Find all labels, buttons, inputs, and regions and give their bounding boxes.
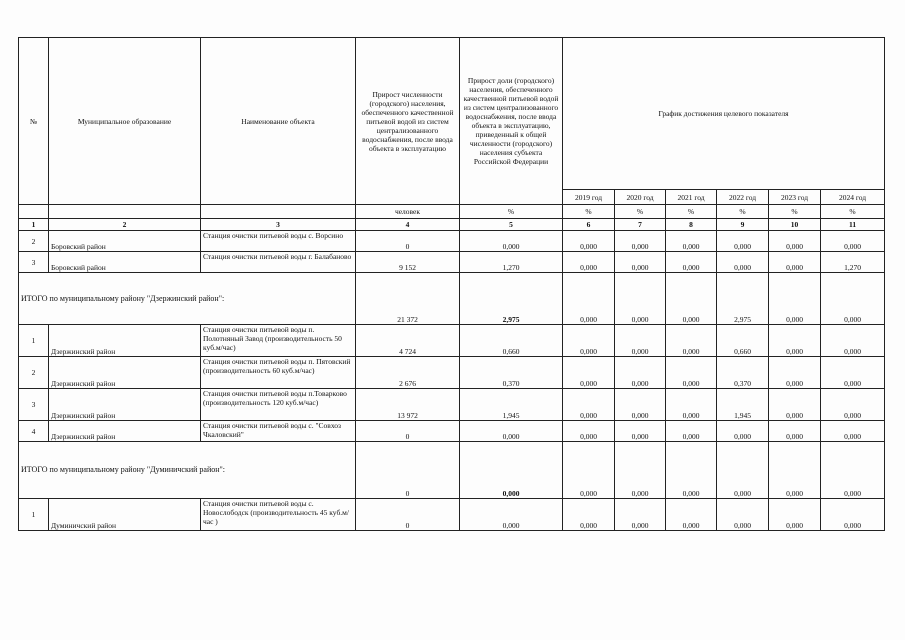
header-year: 2022 год bbox=[717, 190, 769, 205]
share-growth-cell: 1,270 bbox=[460, 252, 563, 273]
total-row bbox=[19, 273, 885, 325]
column-number: 9 bbox=[717, 219, 769, 231]
table-row bbox=[19, 499, 885, 531]
year-value-cell: 0,000 bbox=[821, 325, 885, 357]
year-value-cell: 0,000 bbox=[821, 231, 885, 252]
population-growth-cell: 13 972 bbox=[356, 389, 460, 421]
header-year: 2023 год bbox=[769, 190, 821, 205]
table-row bbox=[19, 357, 885, 389]
year-value-cell: 0,000 bbox=[717, 252, 769, 273]
municipality-cell: Боровский район bbox=[49, 252, 201, 273]
row-number: 3 bbox=[19, 252, 49, 273]
unit-percent: % bbox=[769, 205, 821, 219]
header-units-row bbox=[19, 205, 885, 219]
year-value-cell: 0,000 bbox=[821, 442, 885, 499]
year-value-cell: 0,000 bbox=[615, 273, 666, 325]
year-value-cell: 0,000 bbox=[563, 357, 615, 389]
municipality-cell: Дзержинский район bbox=[49, 357, 201, 389]
unit-percent: % bbox=[717, 205, 769, 219]
total-label: ИТОГО по муниципальному району "Дзержинский район": bbox=[19, 273, 356, 325]
object-cell: Станция очистки питьевой воды г. Балабаново bbox=[201, 252, 356, 273]
column-number: 2 bbox=[49, 219, 201, 231]
column-number: 6 bbox=[563, 219, 615, 231]
year-value-cell: 0,000 bbox=[769, 231, 821, 252]
municipality-cell: Боровский район bbox=[49, 231, 201, 252]
share-growth-cell: 0,000 bbox=[460, 421, 563, 442]
table-row bbox=[19, 231, 885, 252]
year-value-cell: 0,000 bbox=[821, 499, 885, 531]
header-year: 2019 год bbox=[563, 190, 615, 205]
year-value-cell: 0,370 bbox=[717, 357, 769, 389]
population-growth-cell: 9 152 bbox=[356, 252, 460, 273]
header-year: 2020 год bbox=[615, 190, 666, 205]
unit-people: человек bbox=[356, 205, 460, 219]
municipality-cell: Дзержинский район bbox=[49, 389, 201, 421]
year-value-cell: 0,000 bbox=[666, 499, 717, 531]
year-value-cell: 0,000 bbox=[666, 389, 717, 421]
share-growth-cell: 2,975 bbox=[460, 273, 563, 325]
year-value-cell: 0,000 bbox=[769, 325, 821, 357]
object-cell: Станция очистки питьевой воды п. Полотняный Завод (производительность 50 куб.м/час) bbox=[201, 325, 356, 357]
object-cell: Станция очистки питьевой воды с. Ворсино bbox=[201, 231, 356, 252]
year-value-cell: 0,000 bbox=[769, 421, 821, 442]
table-row bbox=[19, 325, 885, 357]
share-growth-cell: 0,000 bbox=[460, 442, 563, 499]
row-number: 2 bbox=[19, 357, 49, 389]
year-value-cell: 0,000 bbox=[563, 231, 615, 252]
year-value-cell: 0,000 bbox=[563, 389, 615, 421]
column-number: 1 bbox=[19, 219, 49, 231]
year-value-cell: 0,000 bbox=[563, 273, 615, 325]
year-value-cell: 0,000 bbox=[821, 389, 885, 421]
unit-cell-empty bbox=[19, 205, 49, 219]
year-value-cell: 0,000 bbox=[821, 357, 885, 389]
row-number: 2 bbox=[19, 231, 49, 252]
year-value-cell: 0,000 bbox=[666, 252, 717, 273]
column-number: 8 bbox=[666, 219, 717, 231]
year-value-cell: 0,000 bbox=[769, 389, 821, 421]
population-growth-cell: 0 bbox=[356, 421, 460, 442]
year-value-cell: 0,000 bbox=[666, 325, 717, 357]
year-value-cell: 0,000 bbox=[615, 499, 666, 531]
unit-cell-empty bbox=[49, 205, 201, 219]
year-value-cell: 0,000 bbox=[563, 252, 615, 273]
year-value-cell: 0,000 bbox=[615, 421, 666, 442]
row-number: 3 bbox=[19, 389, 49, 421]
year-value-cell: 0,000 bbox=[717, 499, 769, 531]
table-row bbox=[19, 421, 885, 442]
year-value-cell: 0,000 bbox=[615, 389, 666, 421]
target-indicator-table bbox=[18, 37, 885, 531]
table-row bbox=[19, 389, 885, 421]
year-value-cell: 0,000 bbox=[769, 273, 821, 325]
year-value-cell: 0,000 bbox=[666, 357, 717, 389]
header-year: 2024 год bbox=[821, 190, 885, 205]
year-value-cell: 0,000 bbox=[563, 325, 615, 357]
header-schedule: График достижения целевого показателя bbox=[563, 38, 885, 190]
column-number-row bbox=[19, 219, 885, 231]
year-value-cell: 1,945 bbox=[717, 389, 769, 421]
column-number: 4 bbox=[356, 219, 460, 231]
year-value-cell: 0,000 bbox=[666, 421, 717, 442]
year-value-cell: 0,000 bbox=[615, 252, 666, 273]
year-value-cell: 1,270 bbox=[821, 252, 885, 273]
year-value-cell: 2,975 bbox=[717, 273, 769, 325]
header-year: 2021 год bbox=[666, 190, 717, 205]
year-value-cell: 0,000 bbox=[769, 442, 821, 499]
unit-cell-empty bbox=[201, 205, 356, 219]
column-number: 7 bbox=[615, 219, 666, 231]
population-growth-cell: 0 bbox=[356, 499, 460, 531]
column-number: 11 bbox=[821, 219, 885, 231]
year-value-cell: 0,000 bbox=[769, 357, 821, 389]
header-growth-population: Прирост численности (городского) населения, обеспеченного качественной питьевой водой из систем централизованного водоснабжения, после ввода объекта в эксплуатацию bbox=[356, 38, 460, 205]
column-number: 3 bbox=[201, 219, 356, 231]
population-growth-cell: 0 bbox=[356, 442, 460, 499]
year-value-cell: 0,000 bbox=[563, 499, 615, 531]
year-value-cell: 0,000 bbox=[717, 442, 769, 499]
municipality-cell: Дзержинский район bbox=[49, 325, 201, 357]
share-growth-cell: 0,000 bbox=[460, 231, 563, 252]
object-cell: Станция очистки питьевой воды с. "Совхоз Чкаловский" bbox=[201, 421, 356, 442]
column-number: 10 bbox=[769, 219, 821, 231]
table-row bbox=[19, 252, 885, 273]
year-value-cell: 0,000 bbox=[615, 231, 666, 252]
share-growth-cell: 0,660 bbox=[460, 325, 563, 357]
object-cell: Станция очистки питьевой воды п.Товарково (производительность 120 куб.м/час) bbox=[201, 389, 356, 421]
row-number: 1 bbox=[19, 325, 49, 357]
object-cell: Станция очистки питьевой воды с. Новослободск (производительность 45 куб.м/час ) bbox=[201, 499, 356, 531]
unit-percent: % bbox=[563, 205, 615, 219]
year-value-cell: 0,000 bbox=[615, 357, 666, 389]
population-growth-cell: 4 724 bbox=[356, 325, 460, 357]
unit-percent: % bbox=[460, 205, 563, 219]
municipality-cell: Дзержинский район bbox=[49, 421, 201, 442]
unit-percent: % bbox=[615, 205, 666, 219]
year-value-cell: 0,000 bbox=[615, 442, 666, 499]
unit-percent: % bbox=[821, 205, 885, 219]
year-value-cell: 0,000 bbox=[821, 421, 885, 442]
year-value-cell: 0,000 bbox=[821, 273, 885, 325]
row-number: 4 bbox=[19, 421, 49, 442]
year-value-cell: 0,000 bbox=[769, 499, 821, 531]
share-growth-cell: 1,945 bbox=[460, 389, 563, 421]
year-value-cell: 0,000 bbox=[563, 442, 615, 499]
year-value-cell: 0,660 bbox=[717, 325, 769, 357]
total-row bbox=[19, 442, 885, 499]
year-value-cell: 0,000 bbox=[769, 252, 821, 273]
year-value-cell: 0,000 bbox=[615, 325, 666, 357]
header-growth-share: Прирост доли (городского) населения, обеспеченного качественной питьевой водой из систем централизованного водоснабжения, после ввода объекта в эксплуатацию, приведенный к общей численности (городского) населения субъекта Российской Федерации bbox=[460, 38, 563, 205]
row-number: 1 bbox=[19, 499, 49, 531]
year-value-cell: 0,000 bbox=[666, 273, 717, 325]
year-value-cell: 0,000 bbox=[563, 421, 615, 442]
population-growth-cell: 21 372 bbox=[356, 273, 460, 325]
header-municipality: Муниципальное образование bbox=[49, 38, 201, 205]
share-growth-cell: 0,370 bbox=[460, 357, 563, 389]
year-value-cell: 0,000 bbox=[666, 231, 717, 252]
unit-percent: % bbox=[666, 205, 717, 219]
municipality-cell: Думиничский район bbox=[49, 499, 201, 531]
column-number: 5 bbox=[460, 219, 563, 231]
population-growth-cell: 0 bbox=[356, 231, 460, 252]
year-value-cell: 0,000 bbox=[717, 421, 769, 442]
share-growth-cell: 0,000 bbox=[460, 499, 563, 531]
header-object: Наименование объекта bbox=[201, 38, 356, 205]
object-cell: Станция очистки питьевой воды п. Пятовский (производительность 60 куб.м/час) bbox=[201, 357, 356, 389]
year-value-cell: 0,000 bbox=[717, 231, 769, 252]
header-no: № bbox=[19, 38, 49, 205]
population-growth-cell: 2 676 bbox=[356, 357, 460, 389]
total-label: ИТОГО по муниципальному району "Думиничский район": bbox=[19, 442, 356, 499]
year-value-cell: 0,000 bbox=[666, 442, 717, 499]
header-row bbox=[19, 38, 885, 190]
